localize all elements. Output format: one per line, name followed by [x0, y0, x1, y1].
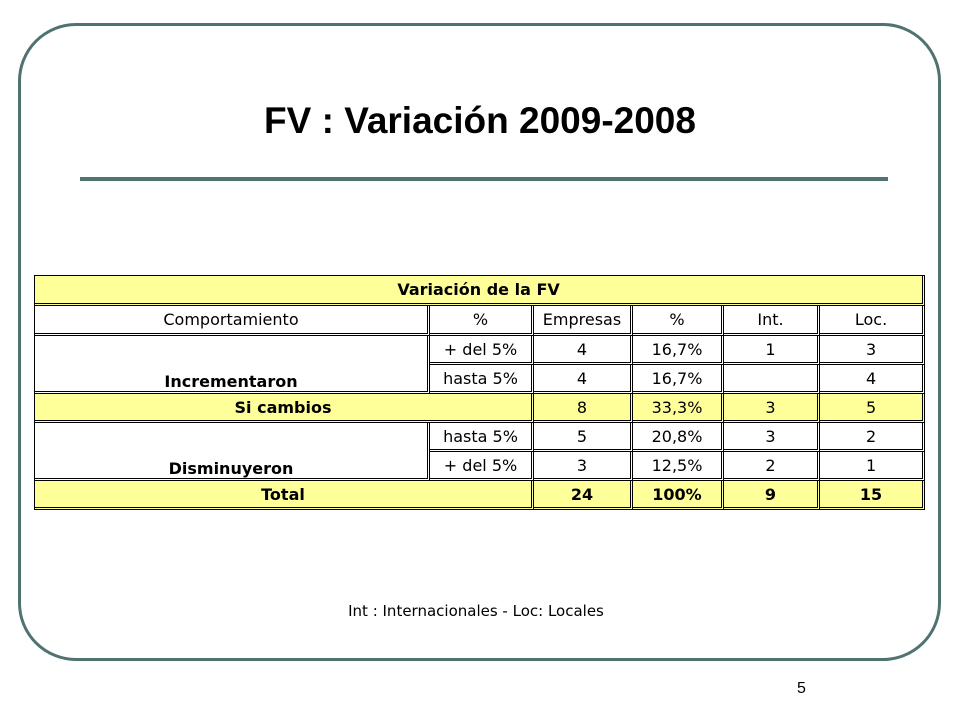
empresas-cell: 5 — [534, 423, 633, 452]
group-label-incrementaron: Incrementaron — [35, 336, 430, 394]
empresas-cell: 8 — [534, 394, 633, 423]
column-header-percent-range: % — [430, 306, 534, 336]
int-cell: 1 — [724, 336, 820, 365]
range-cell: hasta 5% — [430, 423, 534, 452]
slide-title: FV : Variación 2009-2008 — [264, 100, 696, 141]
percent-cell: 16,7% — [633, 365, 724, 394]
total-label: Total — [35, 481, 534, 510]
variation-table-container — [34, 275, 924, 510]
range-cell: hasta 5% — [430, 365, 534, 394]
total-loc: 15 — [820, 481, 925, 510]
column-header-int: Int. — [724, 306, 820, 336]
footnote: Int : Internacionales - Loc: Locales — [348, 602, 604, 620]
column-header-loc: Loc. — [820, 306, 925, 336]
variation-table — [34, 275, 925, 510]
loc-cell: 2 — [820, 423, 925, 452]
group-label-disminuyeron: Disminuyeron — [35, 423, 430, 481]
loc-cell: 4 — [820, 365, 925, 394]
percent-cell: 12,5% — [633, 452, 724, 481]
table-row — [35, 336, 925, 365]
table-row-total — [35, 481, 925, 510]
percent-cell: 16,7% — [633, 336, 724, 365]
int-cell — [724, 365, 820, 394]
group-label-si-cambios: Si cambios — [35, 394, 534, 423]
loc-cell: 5 — [820, 394, 925, 423]
empresas-cell: 4 — [534, 365, 633, 394]
range-cell: + del 5% — [430, 336, 534, 365]
column-header-comportamiento: Comportamiento — [35, 306, 430, 336]
loc-cell: 1 — [820, 452, 925, 481]
table-row — [35, 423, 925, 452]
column-header-percent: % — [633, 306, 724, 336]
table-header: Variación de la FV — [35, 276, 925, 306]
total-int: 9 — [724, 481, 820, 510]
empresas-cell: 4 — [534, 336, 633, 365]
range-cell: + del 5% — [430, 452, 534, 481]
table-row-si-cambios — [35, 394, 925, 423]
title-underline — [80, 177, 888, 181]
percent-cell: 33,3% — [633, 394, 724, 423]
total-percent: 100% — [633, 481, 724, 510]
column-header-empresas: Empresas — [534, 306, 633, 336]
percent-cell: 20,8% — [633, 423, 724, 452]
int-cell: 3 — [724, 423, 820, 452]
int-cell: 3 — [724, 394, 820, 423]
int-cell: 2 — [724, 452, 820, 481]
empresas-cell: 3 — [534, 452, 633, 481]
total-empresas: 24 — [534, 481, 633, 510]
page-number: 5 — [797, 680, 806, 697]
loc-cell: 3 — [820, 336, 925, 365]
